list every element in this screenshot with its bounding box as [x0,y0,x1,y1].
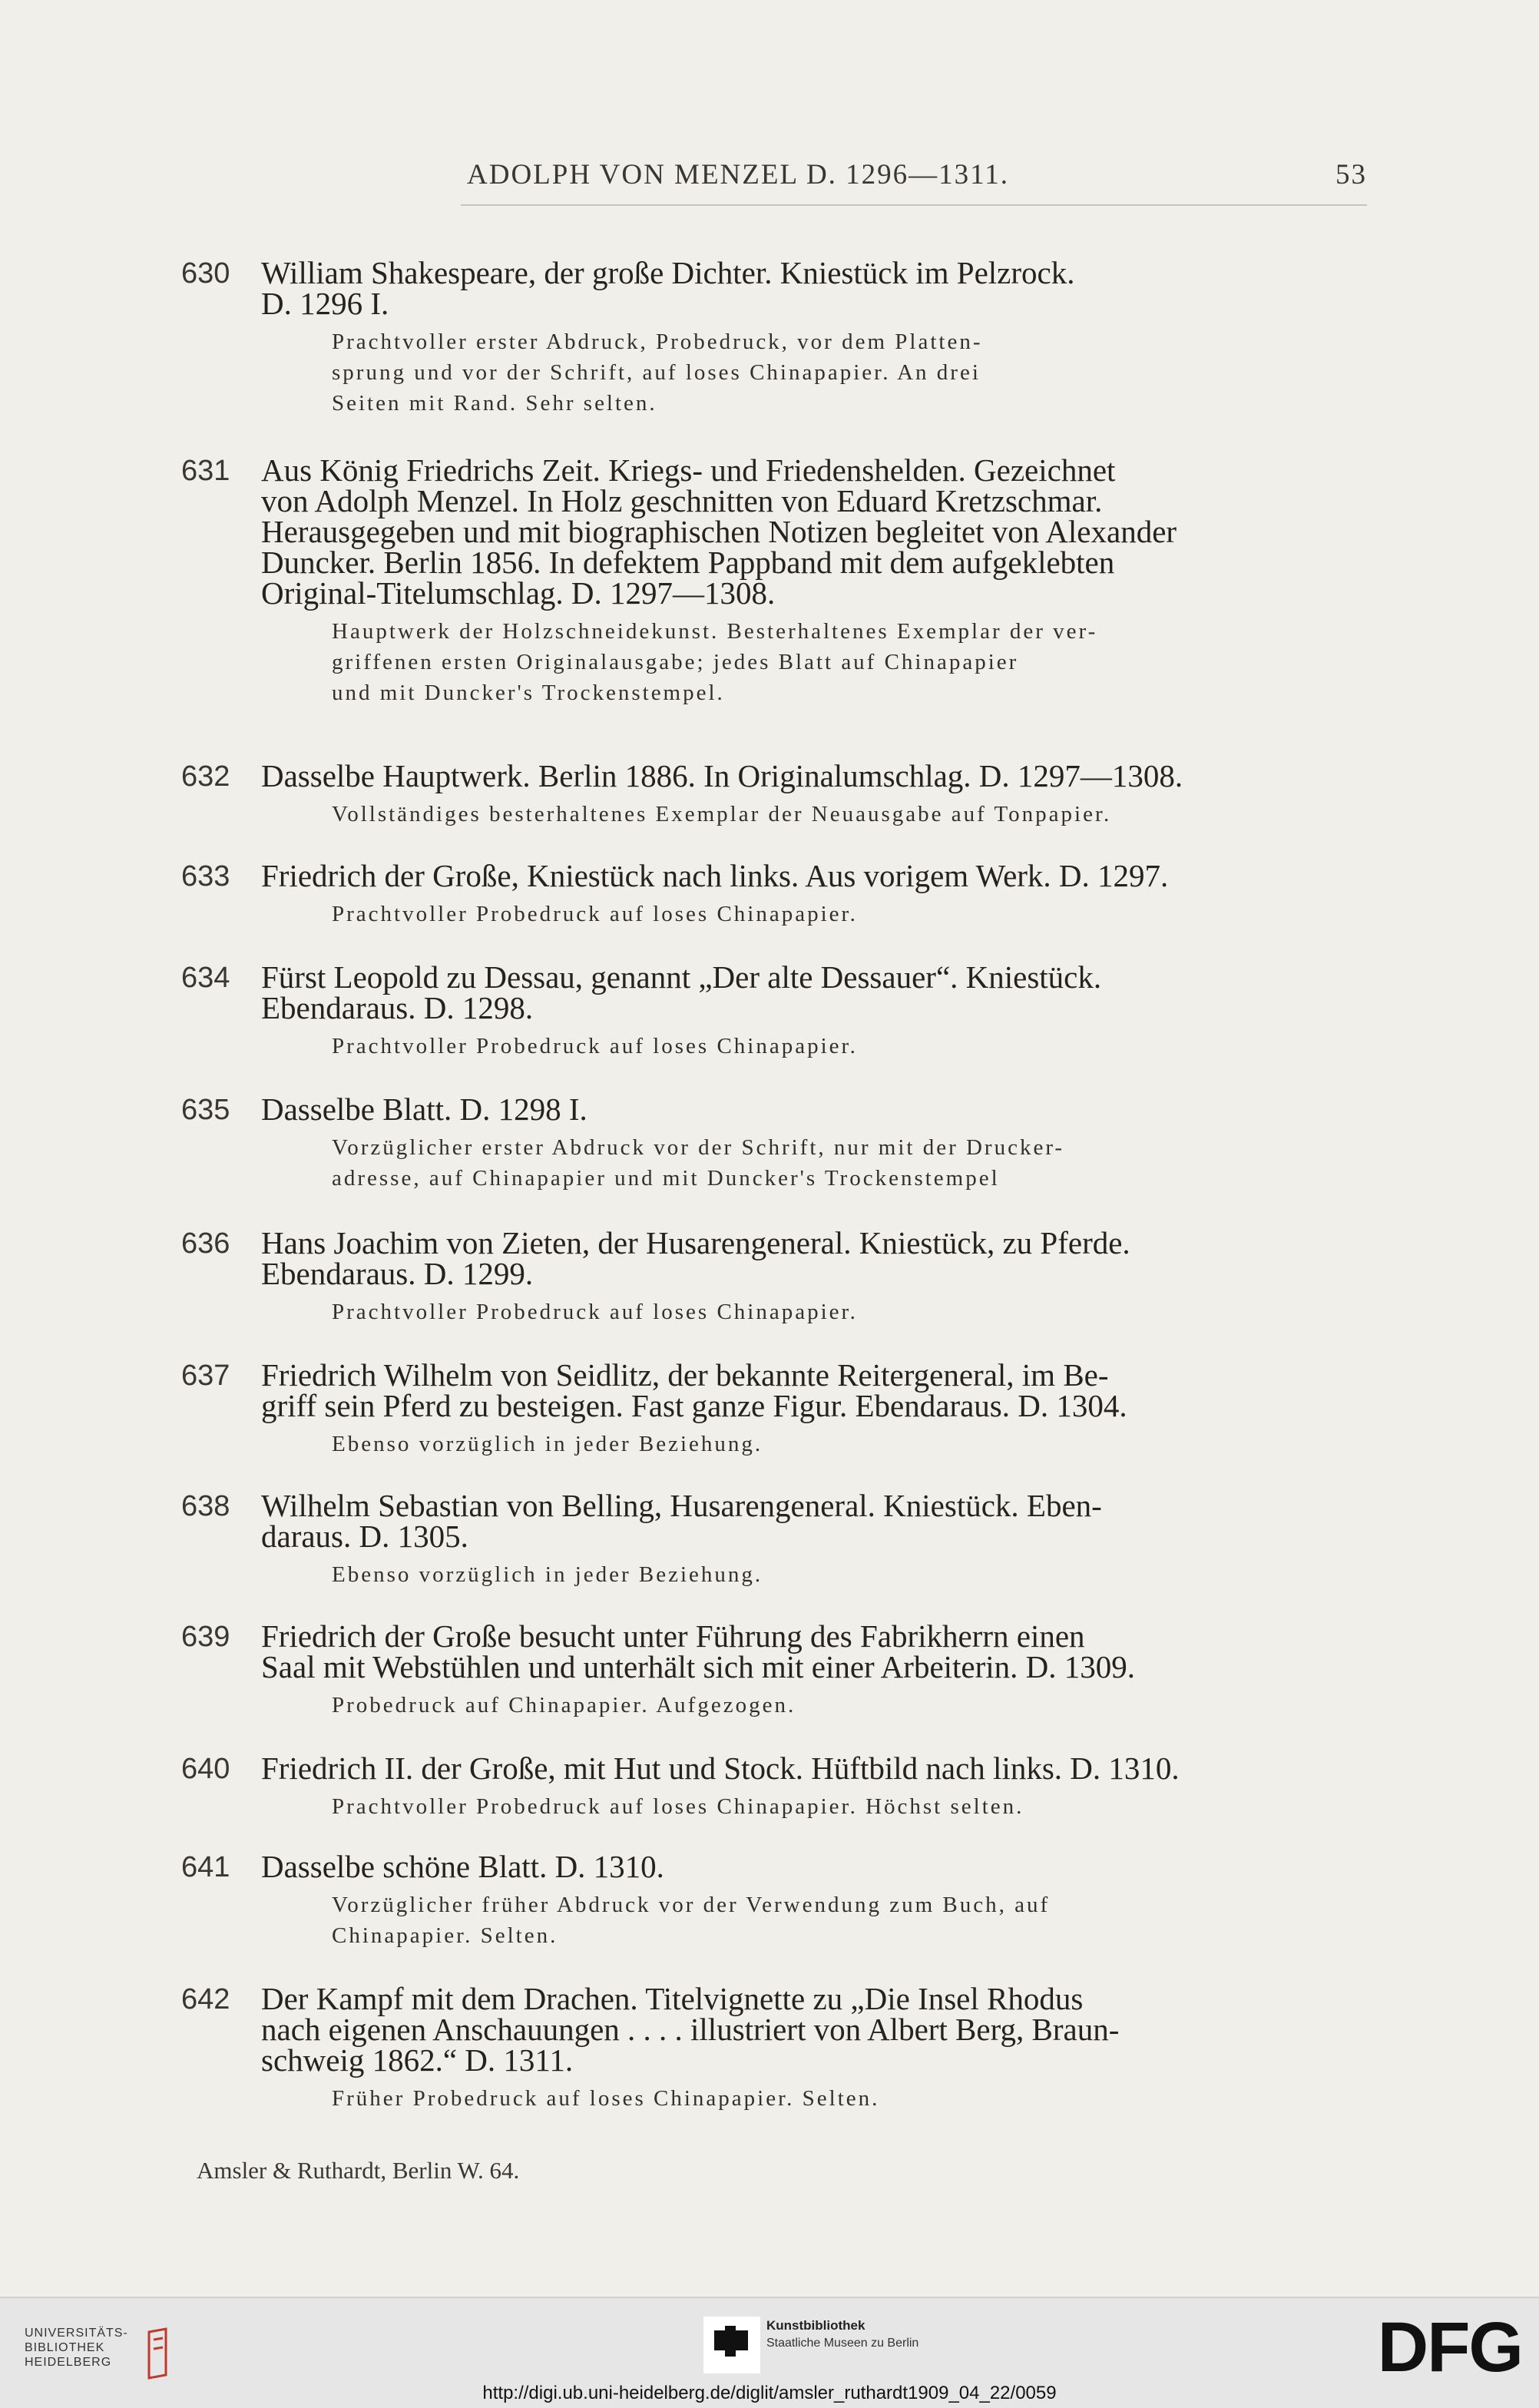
entry-number: 639 [181,1621,230,1653]
header-rule [461,204,1367,206]
entry-number: 634 [181,962,230,994]
entry-title [261,257,1370,319]
entry-description-line: Hauptwerk der Holzschneidekunst. Besterhaltenes Exemplar der ver- [332,619,1098,644]
entry-title-line: D. 1296 I. [261,286,389,321]
catalog-entry [181,1091,1370,1194]
dfg-logo: DFG [1377,2308,1522,2386]
entry-title-line: daraus. D. 1305. [261,1519,468,1554]
entry-description-line: Seiten mit Rand. Sehr selten. [332,391,657,416]
entry-description-line: Prachtvoller erster Abdruck, Probedruck, vor dem Platten- [332,330,983,354]
entry-description-line: Vorzüglicher früher Abdruck vor der Verwendung zum Buch, auf [332,1893,1051,1917]
entry-title-line: Aus König Friedrichs Zeit. Kriegs- und Friedenshelden. Gezeichnet [261,452,1116,488]
entry-description-line: Prachtvoller Probedruck auf loses Chinapapier. Höchst selten. [332,1794,1024,1819]
entry-title-line: Friedrich der Große besucht unter Führung des Fabrikherrn einen [261,1618,1085,1654]
entry-description [332,1031,1370,1062]
entry-title [261,1490,1370,1552]
entry-title [261,1357,1370,1423]
entry-title-line: Dasselbe schöne Blatt. D. 1310. [261,1849,664,1884]
entry-description-line: Früher Probedruck auf loses Chinapapier. Selten. [332,2086,880,2111]
entry-description-line: Prachtvoller Probedruck auf loses Chinapapier. [332,902,858,926]
entry-number: 636 [181,1227,230,1260]
entry-description-line: und mit Duncker's Trockenstempel. [332,681,725,705]
entry-title-line: von Adolph Menzel. In Holz geschnitten von Eduard Kretzschmar. [261,483,1103,518]
entry-number: 640 [181,1753,230,1785]
catalog-entry [181,959,1370,1062]
source-url[interactable]: http://digi.ub.uni-heidelberg.de/diglit/amsler_ruthardt1909_04_22/0059 [482,2383,1057,2403]
entry-number: 635 [181,1094,230,1126]
entry-title-line: Hans Joachim von Zieten, der Husarengeneral. Kniestück, zu Pferde. [261,1225,1130,1260]
entry-description-line: Ebenso vorzüglich in jeder Beziehung. [332,1432,763,1456]
entry-title-line: nach eigenen Anschauungen . . . . illustriert von Albert Berg, Braun- [261,2012,1120,2047]
catalog-entry [181,1357,1370,1459]
entry-description-line: Chinapapier. Selten. [332,1923,558,1948]
catalog-entry [181,760,1370,830]
catalog-entry [181,257,1370,419]
entry-description [332,1890,1370,1951]
catalog-entry [181,1983,1370,2114]
entry-title-line: griff sein Pferd zu besteigen. Fast ganze Figur. Ebendaraus. D. 1304. [261,1388,1127,1423]
entry-description [332,326,1370,419]
entry-title-line: William Shakespeare, der große Dichter. Kniestück im Pelzrock. [261,255,1075,290]
kunstbibliothek-name: Kunstbibliothek [766,2318,865,2333]
university-library-logo [25,2326,128,2370]
entry-description [332,1429,1370,1459]
catalog-entry [181,1753,1370,1822]
entry-description-line: griffenen ersten Originalausgabe; jedes Blatt auf Chinapapier [332,650,1019,674]
catalog-entry [181,860,1370,929]
entry-title-line: Ebendaraus. D. 1299. [261,1256,534,1291]
entry-description-line: Vorzüglicher erster Abdruck vor der Schrift, nur mit der Drucker- [332,1135,1065,1160]
entry-description [332,1297,1370,1327]
entry-title-line: schweig 1862.“ D. 1311. [261,2042,574,2078]
entry-title-line: Herausgegeben und mit biographischen Notizen begleitet von Alexander [261,514,1177,549]
entry-number: 637 [181,1360,230,1392]
entry-title-line: Friedrich II. der Große, mit Hut und Stock. Hüftbild nach links. D. 1310. [261,1751,1180,1786]
entry-title [261,760,1370,791]
entry-title-line: Ebendaraus. D. 1298. [261,990,534,1025]
catalog-entry [181,1227,1370,1327]
entry-description-line: Prachtvoller Probedruck auf loses Chinapapier. [332,1034,858,1058]
entry-description [332,1791,1370,1822]
entry-title [261,1981,1370,2078]
entry-title [261,1227,1370,1289]
entry-description-line: Prachtvoller Probedruck auf loses Chinapapier. [332,1300,858,1324]
page-number: 53 [1335,159,1367,190]
entry-title-line: Duncker. Berlin 1856. In defektem Pappband mit dem aufgeklebten [261,545,1115,580]
entry-number: 632 [181,760,230,793]
entry-description [332,1559,1370,1590]
entry-description [332,616,1370,708]
entry-title-line: Fürst Leopold zu Dessau, genannt „Der alte Dessauer“. Kniestück. [261,959,1102,995]
entry-title [261,1618,1370,1684]
entry-number: 633 [181,860,230,893]
entry-description [332,1690,1370,1721]
entry-title-line: Dasselbe Hauptwerk. Berlin 1886. In Originalumschlag. D. 1297—1308. [261,758,1183,793]
entry-title [261,959,1370,1025]
entry-title [261,1753,1370,1784]
entry-number: 641 [181,1851,230,1883]
entry-number: 642 [181,1983,230,2015]
catalog-entry [181,1851,1370,1951]
entry-title-line: Wilhelm Sebastian von Belling, Husarengeneral. Kniestück. Eben- [261,1488,1102,1523]
entry-number: 631 [181,455,230,487]
entry-title-line: Der Kampf mit dem Drachen. Titelvignette zu „Die Insel Rhodus [261,1981,1084,2016]
entry-description-line: Probedruck auf Chinapapier. Aufgezogen. [332,1693,796,1717]
entry-description-line: Ebenso vorzüglich in jeder Beziehung. [332,1562,763,1587]
entry-title-line: Friedrich der Große, Kniestück nach links. Aus vorigem Werk. D. 1297. [261,858,1169,893]
entry-title-line: Dasselbe Blatt. D. 1298 I. [261,1091,587,1127]
kunstbibliothek-emblem-icon [714,2326,748,2357]
publisher-note: Amsler & Ruthardt, Berlin W. 64. [197,2157,520,2184]
kunstbibliothek-subtitle: Staatliche Museen zu Berlin [766,2337,919,2350]
university-line: BIBLIOTHEK [25,2341,105,2354]
entry-description [332,899,1370,929]
entry-description [332,799,1370,830]
entry-description [332,2083,1370,2114]
catalog-entry [181,1490,1370,1590]
entry-title-line: Friedrich Wilhelm von Seidlitz, der bekannte Reitergeneral, im Be- [261,1357,1109,1393]
entry-title [261,1851,1370,1882]
catalog-entry [181,452,1370,708]
entry-description-line: sprung und vor der Schrift, auf loses Chinapapier. An drei [332,360,981,385]
entry-description-line: Vollständiges besterhaltenes Exemplar der Neuausgabe auf Tonpapier. [332,802,1112,826]
entry-description-line: adresse, auf Chinapapier und mit Duncker's Trockenstempel [332,1166,1000,1191]
entry-title [261,452,1370,611]
entry-title [261,1091,1370,1127]
running-head: ADOLPH VON MENZEL D. 1296—1311. [467,159,1010,190]
entry-number: 630 [181,257,230,290]
entry-description [332,1132,1370,1194]
entry-number: 638 [181,1490,230,1522]
university-line: HEIDELBERG [25,2356,112,2369]
catalog-entry [181,1618,1370,1721]
entry-title [261,860,1370,891]
university-emblem-icon [143,2327,177,2381]
entry-title-line: Saal mit Webstühlen und unterhält sich mit einer Arbeiterin. D. 1309. [261,1649,1136,1684]
entry-title-line: Original-Titelumschlag. D. 1297—1308. [261,575,776,611]
digitization-footer [0,2297,1539,2408]
university-line: UNIVERSITÄTS- [25,2327,128,2340]
